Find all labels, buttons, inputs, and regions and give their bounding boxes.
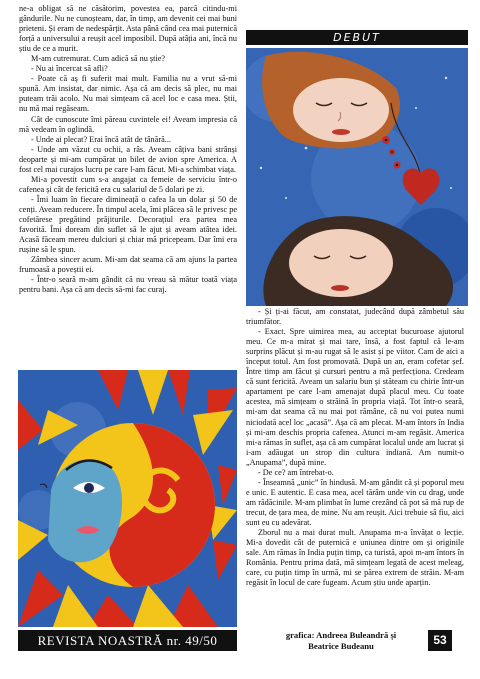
illustration-sun-face — [18, 370, 237, 627]
paragraph: - Și ți-ai făcut, am constatat, judecând după zâmbetul său triumfător. — [246, 307, 464, 327]
illustration-sleeping-faces — [246, 48, 468, 306]
paragraph: Zborul nu a mai durat mult. Anupama m-a învățat o lecție. Mi-a dovedit cât de puternică e uniunea dintre om și originile sale. Am rămas în India puțin timp, ca turistă, apoi m-am întors în România. Pentru prima dată, mă simțeam legată de acest meleag, care, cu puțin timp în urmă, mi se părea extrem de străin. M-am regăsit în locul de care fugeam. Acum știu unde aparțin. — [246, 528, 464, 588]
article-right-column — [246, 307, 464, 588]
paragraph: - Unde am văzut cu ochii, a râs. Aveam câțiva bani strânși deoparte și mi-am cumpărat un bilet de avion spre America. A fost cel mai curajos lucru pe care l-am făcut. Mi-a schimbat viața. — [19, 144, 237, 174]
paragraph: M-am cutremurat. Cum adică să nu știe? — [31, 54, 166, 64]
credit-line-1: grafica: Andreea Buleandră și — [285, 630, 397, 640]
paragraph: - Exact. Spre uimirea mea, au acceptat bucuroase ajutorul meu. Ce m-a mirat și mai tare, însă, a fost faptul că le-am surprins plăcut și m-au rugat să le asist și pe viitor. Cam de aici a început totul. Am fost promovată. După un an, eram cofetar șef. Între timp am făcut și cursuri pentru a mă perfecționa. Credeam că sunt fericită. Aveam un salariu bun și stăteam cu chirie într-un apartament pe care l-am amenajat după placul meu. Cu toate acestea, mă simțeam o străină în propria viață. Tot într-o seară, mi-am dat seama că nu mai pot rămâne, că nu voi putea numi niciodată acel loc „acasă”. Așa că am plecat. M-am întors în India și mi-am deschis propria cafenea. Atunci m-am regăsit. America mi-a rămas în suflet, așa că am cumpărat localul unde am lucrat și i-am adăugat un strop din cultura indiană. Am numit-o „Anupama”, după mine. — [246, 327, 464, 467]
paragraph: - Într-o seară m-am gândit că nu vreau să mătur toată viața pentru bani. Așa că am decis să-mi fac curaj. — [19, 275, 237, 295]
paragraph: - Nu ai încercat să afli? — [31, 64, 108, 74]
article-left-column — [19, 4, 237, 295]
section-banner: DEBUT — [246, 30, 468, 45]
paragraph: ne-a obligat să ne căsătorim, povestea ea, parcă citindu-mi gândurile. Nu ne cunoșteam, dar, în timp, am devenit cei mai buni prieteni. Și eram de nedespărțit. Asta până când cea mai puternică forță a universului a reușit acel imposibil. După atâția ani, încă nu știu de ce a murit. — [19, 4, 238, 54]
paragraph: Zâmbea sincer acum. Mi-am dat seama că am ajuns la partea frumoasă a poveștii ei. — [19, 255, 237, 275]
credit-line-2: Beatrice Budeanu — [308, 641, 374, 651]
magazine-footer: REVISTA NOASTRĂ nr. 49/50 — [18, 630, 237, 651]
paragraph: - De ce? am întrebat-o. — [258, 467, 334, 477]
paragraph: Cât de cunoscute îmi păreau cuvintele ei! Aveam impresia că mă vedeam în oglindă. — [19, 114, 237, 134]
paragraph: - Înseamnă „unic” în hindusă. M-am gândit că și poporul meu e unic. E autentic. E casa mea, acel tărâm unde vin cu drag, unde am rădăcinile. M-am plimbat în lume crezând că pot să mă rup de trecut, de țara mea, de mine. Nu am reușit. Aici trebuie să fiu, aici sunt eu cu adevărat. — [246, 477, 464, 527]
illustration-credit — [256, 630, 426, 652]
page-number: 53 — [428, 630, 452, 651]
paragraph: - Poate că aș fi suferit mai mult. Familia nu a vrut să-mi spună. Am insistat, dar nimic. Așa că am decis să plec, nu mai puteam trăi acolo. Nu mai simțeam că acel loc e casa mea. Știi, nu mă mai regăseam. — [19, 74, 237, 114]
paragraph: Mi-a povestit cum s-a angajat ca femeie de serviciu într-o cafenea și cât de fericită era cu salariul de 5 dolari pe zi. — [19, 174, 237, 194]
paragraph: - Îmi luam în fiecare dimineață o cafea la un dolar și 50 de cenți. Aveam reducere. În timpul acela, îmi plăcea să le privesc pe cofetărese pregătind prăjiturile. Decorațiul era partea mea favorită. Îmi doream din suflet să le ajut și aveam atâtea idei. Acasă făceam mereu dulciuri și chiar mă pricepeam. Dar îmi era rușine să le spun. — [19, 194, 237, 255]
paragraph: - Unde ai plecat? Erai încă atât de tânără... — [31, 134, 171, 144]
